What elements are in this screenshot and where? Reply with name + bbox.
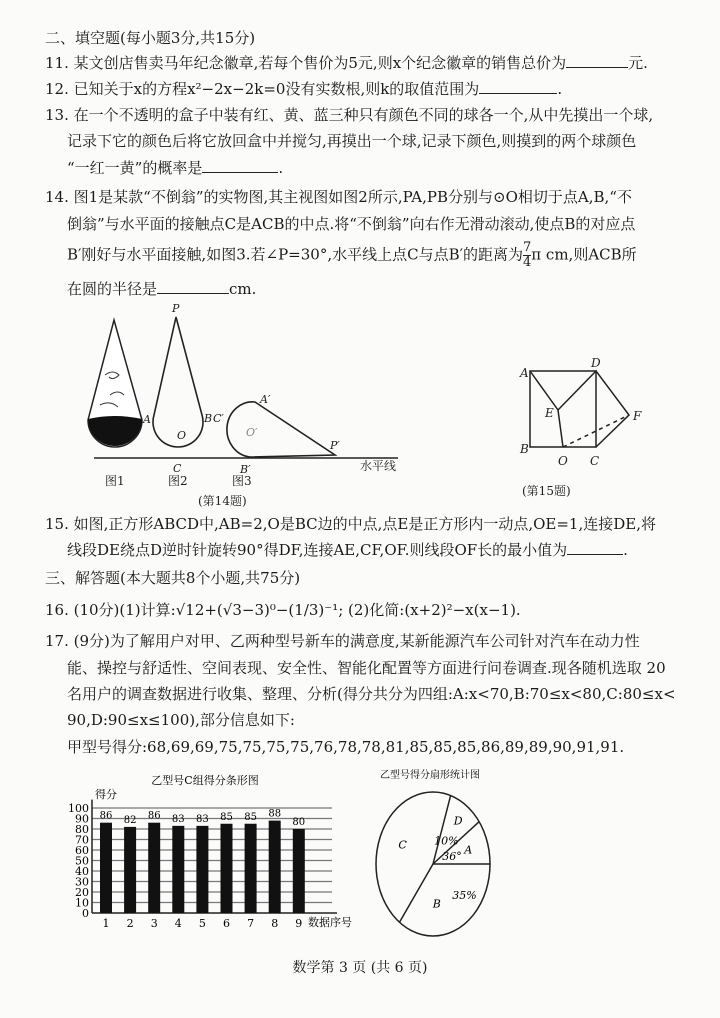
bar-value-label: 85: [220, 811, 233, 823]
fig3-caption: 图3: [232, 474, 252, 488]
pie-label-D: D: [453, 814, 463, 828]
x-tick-label: 7: [247, 917, 255, 930]
label-P: P: [172, 302, 180, 315]
bar: [221, 824, 233, 913]
fig14-caption: (第14题): [198, 494, 247, 508]
x-tick-label: 4: [174, 917, 182, 930]
y-tick-label: 60: [75, 844, 89, 857]
bar: [245, 824, 257, 913]
label-C: C: [590, 454, 600, 468]
label-C-prime: C′: [213, 412, 224, 425]
denominator: 4: [523, 255, 532, 270]
bar: [100, 823, 112, 913]
q13-line-1: 13. 在一个不透明的盒子中装有红、黄、蓝三种只有颜色不同的球各一个,从中先摸出一个球,: [45, 106, 654, 124]
q14-tail: cm.: [229, 280, 257, 298]
bar: [172, 826, 184, 913]
q17-line-4: 90,D:90≤x≤100),部分信息如下:: [67, 711, 295, 729]
bar-value-label: 88: [268, 808, 282, 820]
q12-tail: .: [557, 80, 563, 98]
label-P-prime: P′: [330, 439, 340, 452]
x-tick-label: 3: [150, 917, 158, 930]
pie-label-B: B: [432, 897, 441, 911]
y-tick-label: 80: [75, 823, 89, 836]
bar-value-label: 83: [196, 813, 209, 825]
bar-value-label: 86: [147, 810, 161, 822]
q17-line-5: 甲型号得分:68,69,69,75,75,75,75,76,78,78,81,85,85,85,86,89,89,90,91,91.: [67, 738, 625, 756]
q14-line-2: 倒翁”与水平面的接触点C是ACB的中点.将“不倒翁”向右作无滑动滚动,使点B的对应点: [67, 215, 636, 233]
q13-tail: .: [278, 159, 284, 177]
label-B: B: [204, 412, 213, 425]
label-B: B: [520, 442, 529, 456]
x-tick-label: 9: [295, 917, 303, 930]
y-tick-label: 90: [75, 812, 89, 826]
q11-text: 11. 某文创店售卖马年纪念徽章,若每个售价为5元,则x个纪念徽章的销售总价为: [45, 54, 567, 72]
pie-angle-label: 36°: [442, 850, 462, 864]
pie-chart-title: 乙型号得分扇形统计图: [380, 770, 480, 781]
q12-text: 12. 已知关于x的方程x²−2x−2k=0没有实数根,则k的取值范围为: [45, 80, 480, 98]
x-tick-label: 8: [271, 917, 279, 930]
label-O-prime: O′: [246, 426, 258, 439]
section2-heading: 二、填空题(每小题3分,共15分): [45, 29, 256, 47]
numerator: 7: [523, 240, 532, 255]
bar: [124, 827, 136, 913]
bar-y-label: 得分: [95, 788, 117, 801]
label-C: C: [173, 462, 182, 475]
pie-label-A: A: [464, 843, 473, 857]
label-D: D: [591, 356, 601, 370]
bar-value-label: 85: [244, 811, 257, 823]
bar: [148, 823, 160, 913]
pie-label-C: C: [398, 838, 407, 852]
bar-value-label: 83: [171, 813, 185, 825]
bar: [269, 821, 281, 913]
question-16: 16. (10分)(1)计算:√12+(√3−3)⁰−(1/3)⁻¹; (2)化简:(x+2)²−x(x−1).: [45, 601, 521, 619]
q14-text-cont: π cm,则ACB所: [531, 245, 637, 264]
x-tick-label: 6: [223, 917, 230, 930]
bar: [196, 826, 208, 913]
label-E: E: [545, 406, 554, 420]
bar-value-label: 80: [292, 817, 306, 828]
page-footer: 数学第 3 页 (共 6 页): [292, 960, 428, 976]
label-O: O: [558, 454, 568, 468]
label-A: A: [520, 366, 529, 380]
pie-label-B-percent: 35%: [452, 889, 477, 903]
q11-tail: 元.: [628, 54, 648, 72]
q14-line-1: 14. 图1是某款“不倒翁”的实物图,其主视图如图2所示,PA,PB分别与⊙O相切于点A,B,“不: [45, 188, 632, 206]
q14-text: B′刚好与水平面接触,如图3.若∠P=30°,水平线上点C与点B′的距离为: [67, 245, 524, 264]
q15-text: 线段DE绕点D逆时针旋转90°得DF,连接AE,CF,OF.则线段OF长的最小值为: [67, 541, 568, 559]
q15-tail: .: [623, 541, 628, 559]
q17-line-1: 17. (9分)为了解用户对甲、乙两种型号新车的满意度,某新能源汽车公司针对汽车在动力性: [45, 632, 640, 650]
y-tick-label: 10: [75, 896, 89, 910]
q15-line-1: 15. 如图,正方形ABCD中,AB=2,O是BC边的中点,点E是正方形内一动点,OE=1,连接DE,将: [45, 515, 656, 533]
bar-value-label: 82: [123, 814, 137, 826]
x-tick-label: 1: [102, 917, 110, 930]
y-tick-label: 20: [75, 886, 89, 899]
bar-value-label: 86: [99, 810, 113, 822]
bar-x-label: 数据序号: [308, 916, 352, 929]
y-tick-label: 100: [68, 802, 89, 815]
q17-line-3: 名用户的调查数据进行收集、整理、分析(得分共分为四组:A:x<70,B:70≤x<80,C:80≤x<: [67, 685, 676, 703]
y-tick-label: 50: [75, 854, 89, 868]
fig2-caption: 图2: [168, 474, 188, 488]
pie-label-D-percent: 10%: [434, 834, 459, 848]
bar-chart-title: 乙型号C组得分条形图: [151, 774, 259, 787]
fig1-caption: 图1: [105, 474, 125, 488]
label-B-prime: B′: [240, 463, 251, 476]
y-tick-label: 70: [75, 833, 89, 847]
label-A: A: [143, 413, 151, 426]
section3-heading: 三、解答题(本大题共8个小题,共75分): [45, 569, 301, 587]
horizon-label: 水平线: [360, 459, 397, 473]
fig15-caption: (第15题): [522, 484, 571, 498]
label-O: O: [177, 429, 187, 442]
q13-line-2: 记录下它的颜色后将它放回盒中并搅匀,再摸出一个球,记录下颜色,则摸到的两个球颜色: [67, 132, 637, 150]
bar: [293, 829, 305, 913]
label-A-prime: A′: [260, 393, 271, 406]
pie-slice-boundary: [399, 864, 433, 922]
q13-text: “一红一黄”的概率是: [67, 159, 203, 177]
x-tick-label: 2: [126, 917, 134, 930]
y-tick-label: 40: [75, 865, 89, 878]
y-tick-label: 0: [82, 907, 89, 920]
q14-text: 在圆的半径是: [67, 280, 158, 298]
x-tick-label: 5: [198, 917, 206, 930]
label-F: F: [633, 409, 642, 423]
q17-line-2: 能、操控与舒适性、空间表现、安全性、智能化配置等方面进行问卷调查.现各随机选取 20: [67, 659, 666, 677]
y-tick-label: 30: [75, 875, 89, 889]
